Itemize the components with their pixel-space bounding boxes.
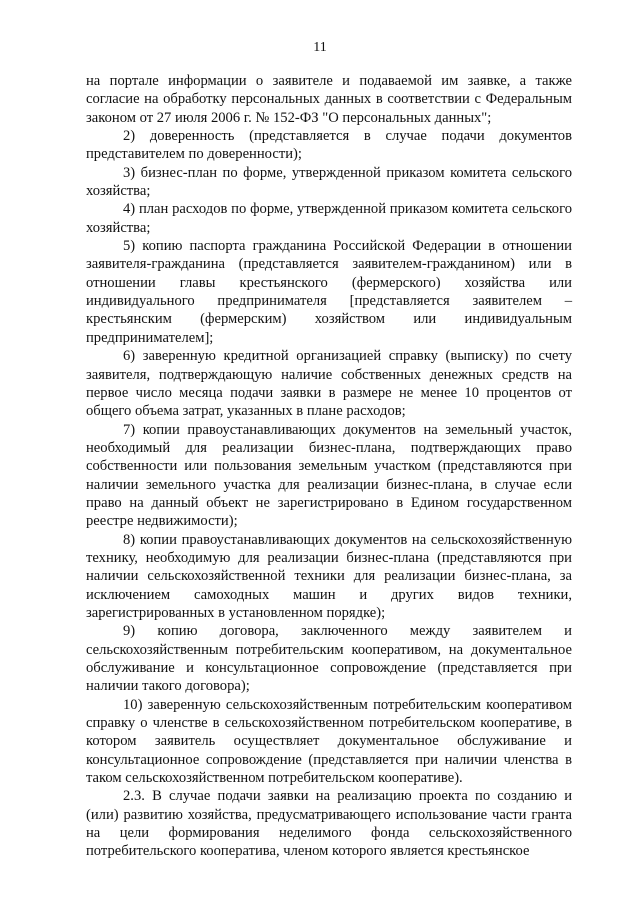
list-item-6-bank-statement: 6) заверенную кредитной организацией справку (выписку) по счету заявителя, подтверждающую наличие собственных денежных средств на первое число месяца подачи заявки в размере не менее 10 процентов от общего объема затрат, указанных в плане расходов; xyxy=(86,348,572,420)
list-item-7-land-documents: 7) копии правоустанавливающих документов на земельный участок, необходимый для реализации бизнес-плана, подтверждающих право собственности или пользования земельным участком (представляются при наличии земельного участка для реализации бизнес-плана, в случае если право на данный объект не зарегистрировано в Едином государственном реестре недвижимости); xyxy=(86,421,572,530)
document-body xyxy=(86,72,572,861)
list-item-4-expense-plan: 4) план расходов по форме, утвержденной приказом комитета сельского хозяйства; xyxy=(86,201,572,236)
paragraph-continuation: на портале информации о заявителе и подаваемой им заявке, а также согласие на обработку персональных данных в соответствии с Федеральным законом от 27 июля 2006 г. № 152-ФЗ "О персональных данных"; xyxy=(86,73,572,126)
list-item-2-power-of-attorney: 2) доверенность (представляется в случае подачи документов представителем по доверенности); xyxy=(86,128,572,163)
list-item-10-membership-certificate: 10) заверенную сельскохозяйственным потребительским кооперативом справку о членстве в сельскохозяйственном потребительском кооперативе, в котором заявитель осуществляет документальное обслуживание и консультационное сопровождение (представляется при наличии членства в таком сельскохозяйственном потребительском кооперативе). xyxy=(86,696,572,787)
list-item-9-cooperative-contract: 9) копию договора, заключенного между заявителем и сельскохозяйственным потребительским кооперативом, на документальное обслуживание и консультационное сопровождение (представляется при наличии такого договора); xyxy=(86,623,572,695)
page-number: 11 xyxy=(313,40,327,55)
list-item-3-business-plan: 3) бизнес-план по форме, утвержденной приказом комитета сельского хозяйства; xyxy=(86,164,572,200)
list-item-8-machinery-documents: 8) копии правоустанавливающих документов на сельскохозяйственную технику, необходимую для реализации бизнес-плана (представляются при наличии сельскохозяйственной техники для реализации бизнес-плана, за исключением самоходных машин и других видов техники, зарегистрированных в установленном порядке); xyxy=(86,531,572,621)
list-item-5-passport-copy: 5) копию паспорта гражданина Российской Федерации в отношении заявителя-гражданина (представляется заявителем-гражданином) или в отношении главы крестьянского (фермерского) хозяйства или индивидуального предпринимателя [представляется заявителем – крестьянским (фермерским) хозяйством или индивидуальным предпринимателем]; xyxy=(86,238,572,346)
section-2-3-paragraph: 2.3. В случае подачи заявки на реализацию проекта по созданию и (или) развитию хозяйства, предусматривающего использование части гранта на цели формирования неделимого фонда сельскохозяйственного потребительского кооператива, членом которого является крестьянское xyxy=(86,788,572,860)
